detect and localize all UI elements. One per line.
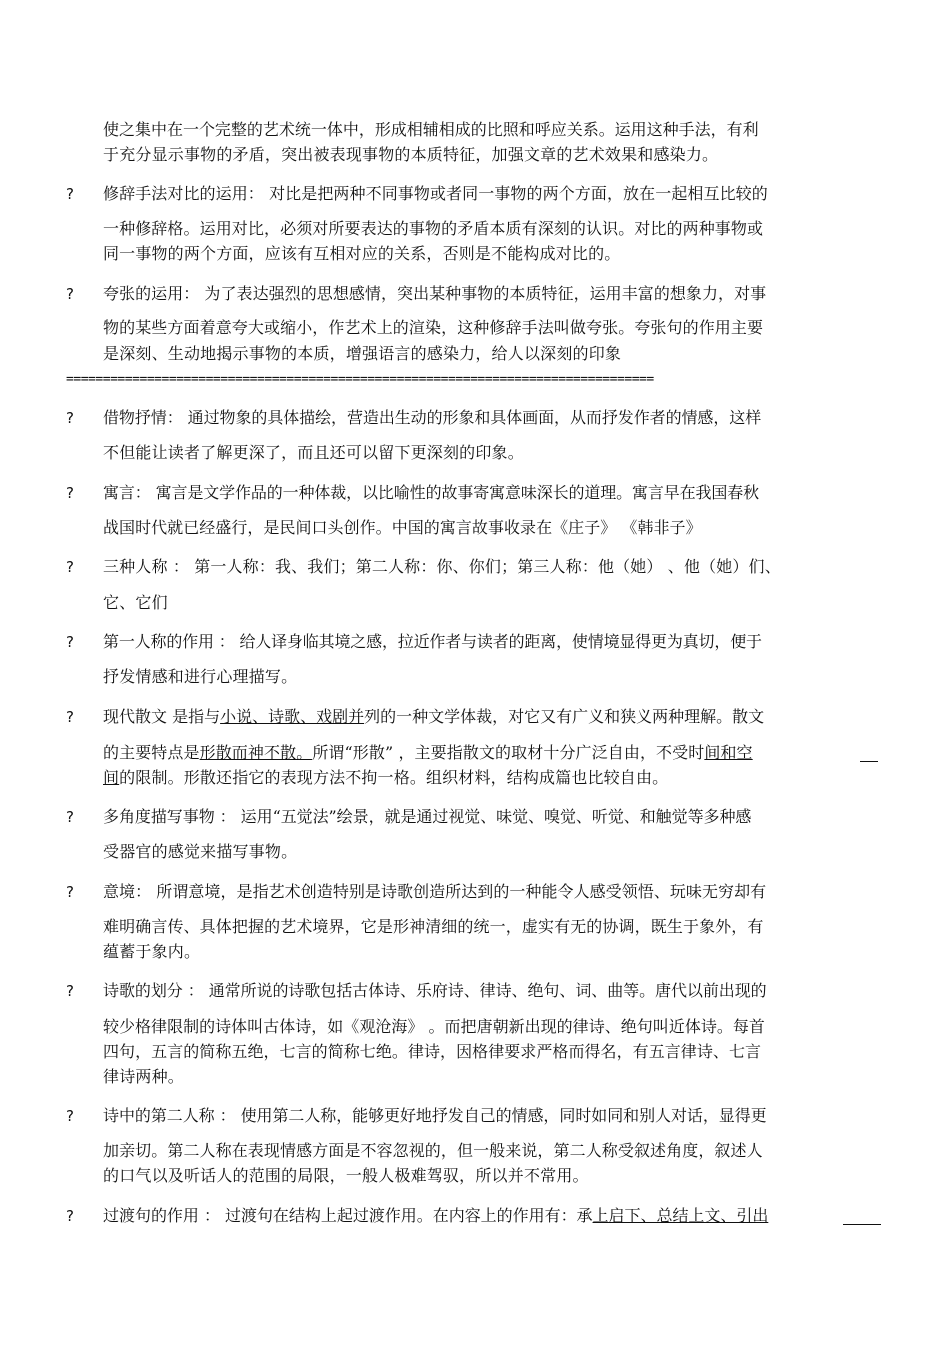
text-line: 不但能让读者了解更深了，而且还可以留下更深刻的印象。 <box>103 443 524 462</box>
separator-line: ================================================================================ <box>66 372 654 387</box>
text-span: 列的一种文学体裁，对它又有广义和狭义两种理解。散文 <box>364 707 765 726</box>
text-span: 过渡句的作用 ： 过渡句在结构上起过渡作用。在内容上的作用有：承 <box>103 1206 593 1225</box>
text-line: 一种修辞格。运用对比，必须对所要表达的事物的矛盾本质有深刻的认识。对比的两种事物或 <box>103 219 764 238</box>
text-line <box>103 1206 768 1226</box>
bullet-marker: ? <box>66 558 74 576</box>
text-line: 战国时代就已经盛行，是民间口头创作。中国的寓言故事收录在《庄子》 《韩非子》 <box>103 518 702 537</box>
bullet-marker: ? <box>66 1107 74 1125</box>
text-line: 夸张的运用： 为了表达强烈的思想感情，突出某种事物的本质特征，运用丰富的想象力，对事 <box>103 284 767 303</box>
text-line: 修辞手法对比的运用： 对比是把两种不同事物或者同一事物的两个方面，放在一起相互比较的 <box>103 184 768 203</box>
fill-in-blank <box>843 1210 881 1225</box>
text-line: 它、它们 <box>103 593 168 612</box>
text-span: 所谓“形散” ，主要指散文的取材十分广泛自由，不受时 <box>312 743 705 762</box>
text-line: 同一事物的两个方面，应该有互相对应的关系，否则是不能构成对比的。 <box>103 244 621 263</box>
bullet-marker: ? <box>66 185 74 203</box>
text-line: 较少格律限制的诗体叫古体诗，如《观沧海》 。而把唐朝新出现的律诗、绝句叫近体诗。每首 <box>103 1017 765 1036</box>
underlined-text: 小说、诗歌、戏剧并 <box>220 707 365 726</box>
bullet-marker: ? <box>66 409 74 427</box>
text-line: 蕴蓄于象内。 <box>103 942 201 961</box>
bullet-marker: ? <box>66 808 74 826</box>
underlined-text: 间和空 <box>704 743 753 762</box>
bullet-marker: ? <box>66 285 74 303</box>
text-line: 受器官的感觉来描写事物。 <box>103 842 298 861</box>
bullet-marker: ? <box>66 633 74 651</box>
text-line: 意境： 所谓意境，是指艺术创造特别是诗歌创造所达到的一种能令人感受领悟、玩味无穷却有 <box>103 882 767 901</box>
text-span: 的主要特点是 <box>103 743 200 762</box>
text-line: 抒发情感和进行心理描写。 <box>103 667 298 686</box>
underlined-text: 形散而神不散。 <box>199 743 313 762</box>
text-line <box>103 707 764 727</box>
text-line: 第一人称的作用 ： 给人译身临其境之感，拉近作者与读者的距离，使情境显得更为真切，便于 <box>103 632 762 651</box>
text-span: 现代散文 是指与 <box>103 707 221 726</box>
text-span: 的限制。形散还指它的表现方法不拘一格。组织材料，结构成篇也比较自由。 <box>119 768 669 787</box>
text-line: 于充分显示事物的矛盾，突出被表现事物的本质特征，加强文章的艺术效果和感染力。 <box>103 145 719 164</box>
text-line: 物的某些方面着意夸大或缩小，作艺术上的渲染，这种修辞手法叫做夸张。夸张句的作用主要 <box>103 318 764 337</box>
text-line: 的口气以及听话人的范围的局限，一般人极难驾驭，所以并不常用。 <box>103 1166 589 1185</box>
text-line: 难明确言传、具体把握的艺术境界，它是形神清细的统一，虚实有无的协调，既生于象外，有 <box>103 917 764 936</box>
bullet-marker: ? <box>66 1207 74 1225</box>
fill-in-blank <box>860 747 878 762</box>
bullet-marker: ? <box>66 484 74 502</box>
text-line: 使之集中在一个完整的艺术统一体中，形成相辅相成的比照和呼应关系。运用这种手法，有利 <box>103 120 759 139</box>
bullet-marker: ? <box>66 883 74 901</box>
text-line: 是深刻、生动地揭示事物的本质，增强语言的感染力，给人以深刻的印象 <box>103 344 622 363</box>
text-line: 寓言： 寓言是文学作品的一种体裁，以比喻性的故事寄寓意味深长的道理。寓言早在我国春秋 <box>103 483 760 502</box>
text-line: 诗中的第二人称 ： 使用第二人称，能够更好地抒发自己的情感，同时如同和别人对话，显得更 <box>103 1106 767 1125</box>
text-line: 律诗两种。 <box>103 1067 184 1086</box>
text-line: 诗歌的划分 ： 通常所说的诗歌包括古体诗、乐府诗、律诗、绝句、词、曲等。唐代以前出现的 <box>103 981 767 1000</box>
bullet-marker: ? <box>66 708 74 726</box>
bullet-marker: ? <box>66 982 74 1000</box>
text-line: 四句，五言的简称五绝，七言的简称七绝。律诗，因格律要求严格而得名，有五言律诗、七言 <box>103 1042 762 1061</box>
underlined-text: 上启下、总结上文、引出 <box>592 1206 769 1225</box>
text-line: 三种人称 ： 第一人称：我、我们；第二人称：你、你们；第三人称：他（她） 、他（她）们、 <box>103 557 781 576</box>
underlined-text: 间 <box>103 768 120 787</box>
text-line <box>103 743 753 763</box>
text-line <box>103 768 668 788</box>
text-line: 加亲切。第二人称在表现情感方面是不容忽视的，但一般来说，第二人称受叙述角度，叙述人 <box>103 1141 763 1160</box>
text-line: 借物抒情： 通过物象的具体描绘，营造出生动的形象和具体画面，从而抒发作者的情感，这样 <box>103 408 762 427</box>
text-line: 多角度描写事物 ： 运用“五觉法”绘景，就是通过视觉、味觉、嗅觉、听觉、和触觉等多种感 <box>103 807 752 826</box>
